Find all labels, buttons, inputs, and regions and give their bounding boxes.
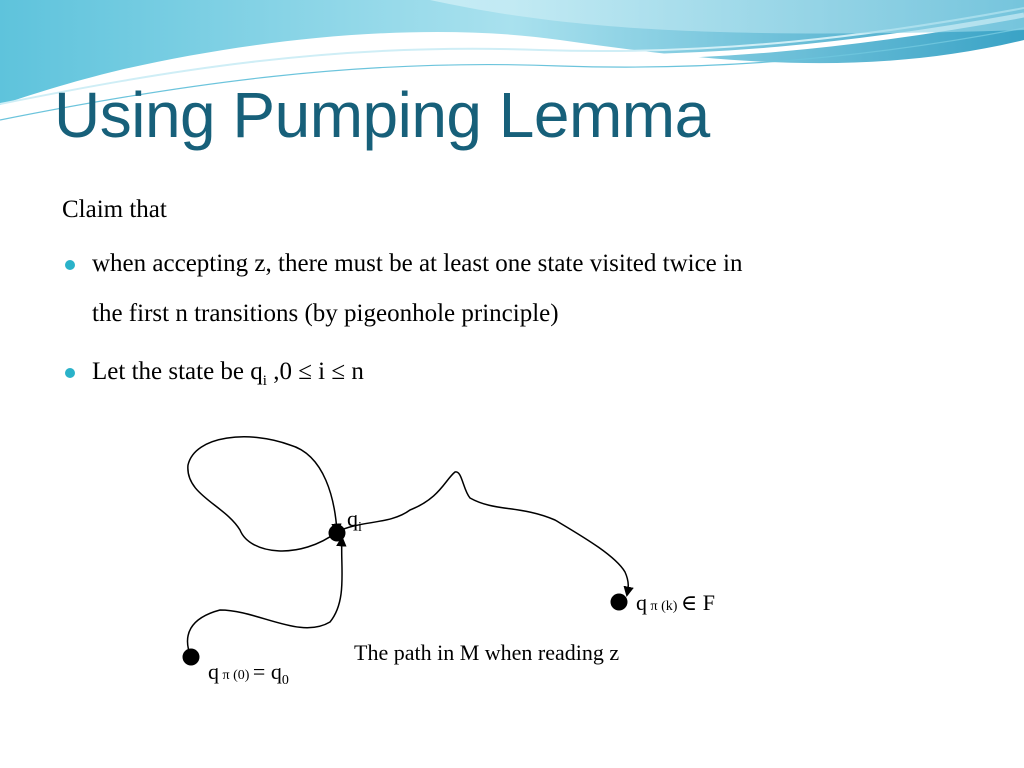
- bullet-2: [92, 358, 364, 390]
- state-start-label: q π $(0) = q_0$: [208, 659, 289, 688]
- bullet-1-line-2: the first n transitions (by pigeonhole principle): [92, 300, 559, 327]
- diagram-caption: The path in M when reading z: [354, 640, 620, 665]
- bullet-dot-icon: [65, 368, 75, 378]
- start-path: [188, 538, 343, 657]
- bullet-dot-icon: [65, 260, 75, 270]
- final-path: [337, 472, 628, 595]
- state-qi-node: [329, 525, 346, 542]
- bullet-2-prefix: Let the state be q: [92, 358, 263, 385]
- bullet-2-suffix: ,0 ≤ i ≤ n: [266, 358, 364, 385]
- bullet-1-line-1: when accepting z, there must be at least one state visited twice in: [92, 250, 743, 277]
- state-final-label: q π (k) ∈ F: [636, 590, 715, 615]
- state-qi-label: $q_i$: [347, 506, 362, 535]
- state-final-node: [611, 594, 628, 611]
- bullet-2-subscript: i: [262, 373, 267, 389]
- claim-heading: Claim that: [62, 196, 167, 223]
- state-start-node: [183, 649, 200, 666]
- loop-path: [188, 437, 337, 551]
- slide-title: Using Pumping Lemma: [54, 79, 710, 151]
